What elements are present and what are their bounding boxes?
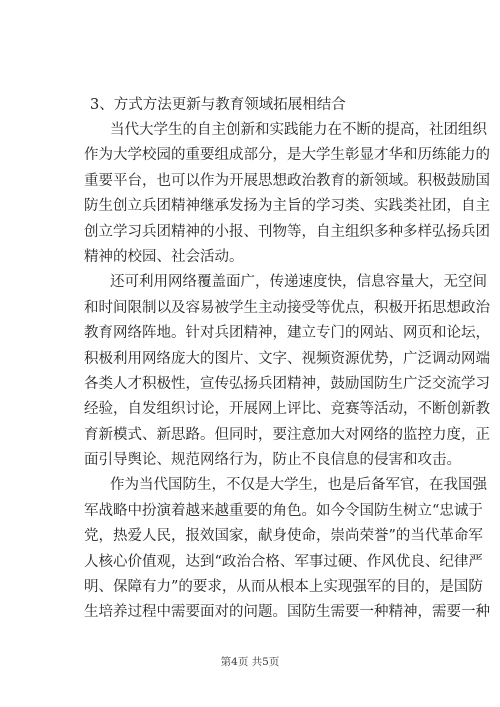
text-line: 军战略中扮演着越来越重要的角色。如今令国防生树立“忠诚于 [84, 502, 483, 519]
text-line: 经验，自发组织讨论，开展网上评比、竞赛等活动，不断创新教 [84, 401, 490, 418]
text-line: 党，热爱人民，报效国家，献身使命，崇尚荣誉”的当代革命军 [84, 528, 483, 545]
text-line: 当代大学生的自主创新和实践能力在不断的提高，社团组织 [110, 122, 487, 138]
paragraph-student-clubs [84, 118, 490, 270]
paragraph-defense-students [84, 473, 490, 625]
text-line: 各类人才积极性，宣传弘扬兵团精神，鼓励国防生广泛交流学习 [84, 375, 490, 392]
text-line: 防生创立兵团精神继承发扬为主旨的学习类、实践类社团，自主 [84, 198, 490, 215]
paragraph-online-education [84, 270, 490, 473]
text-line: 还可利用网络覆盖面广，传递速度快，信息容量大，无空间 [110, 274, 487, 291]
text-line: 人核心价值观，达到“政治合格、军事过硬、作风优良、纪律严 [84, 553, 483, 570]
text-line: 精神的校园、社会活动。 [84, 248, 244, 265]
section-heading: 3、方式方法更新与教育领域拓展相结合 [90, 97, 346, 113]
text-line: 创立学习兵团精神的小报、刊物等，自主组织多种多样弘扬兵团 [84, 223, 490, 240]
text-line: 明、保障有力”的要求，从而从根本上实现强军的目的，是国防 [84, 579, 483, 596]
text-line: 生培养过程中需要面对的问题。国防生需要一种精神，需要一种 [84, 604, 490, 621]
document-body [84, 93, 490, 626]
text-line: 积极利用网络庞大的图片、文字、视频资源优势，广泛调动网端 [84, 350, 490, 367]
text-line: 和时间限制以及容易被学生主动接受等优点，积极开拓思想政治 [84, 299, 490, 316]
text-line: 育新模式、新思路。但同时，要注意加大对网络的监控力度，正 [84, 426, 490, 443]
text-line: 作为当代国防生，不仅是大学生，也是后备军官，在我国强 [110, 477, 487, 494]
page-number-footer: 第4页 共5页 [220, 656, 280, 668]
text-line: 教育网络阵地。针对兵团精神，建立专门的网站、网页和论坛， [84, 325, 490, 342]
text-line: 作为大学校园的重要组成部分，是大学生彰显才华和历练能力的 [84, 147, 490, 164]
text-line: 面引导舆论、规范网络行为，防止不良信息的侵害和攻击。 [84, 452, 461, 469]
text-line: 重要平台，也可以作为开展思想政治教育的新领域。积极鼓励国 [84, 172, 490, 189]
